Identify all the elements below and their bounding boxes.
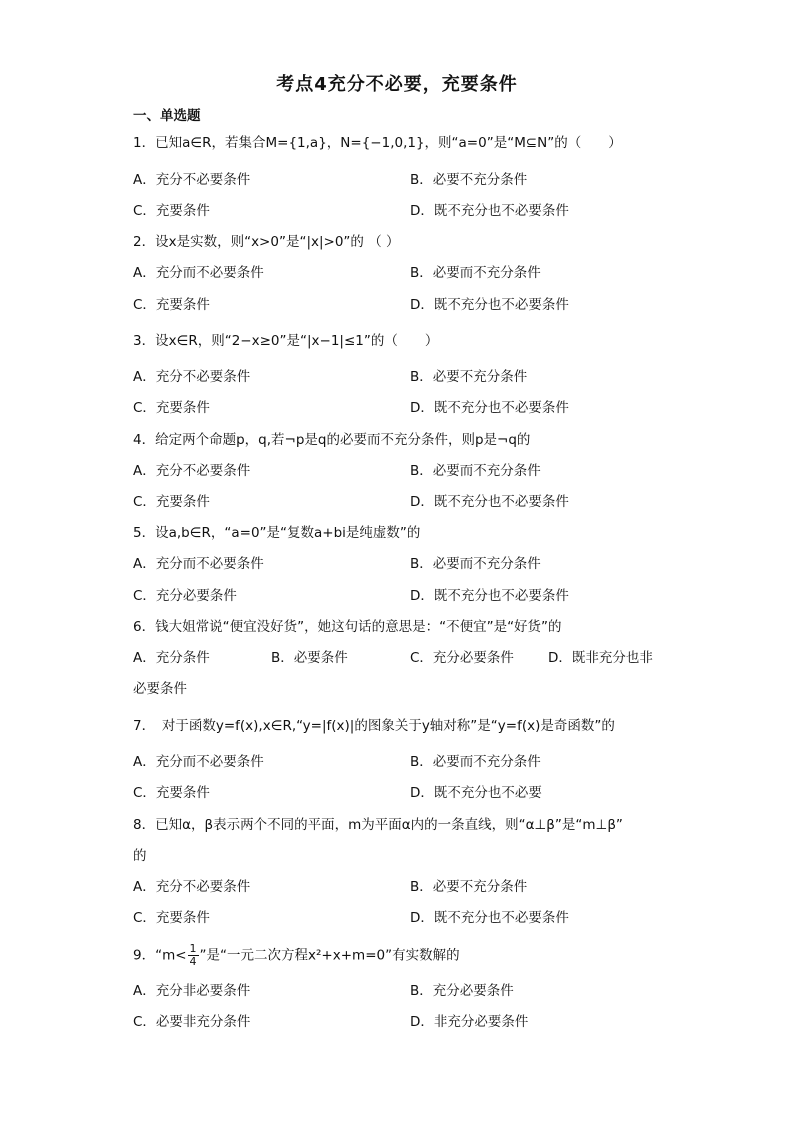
question-2-stem: 2．设x是实数，则“x>0”是“|x|>0”的 （ ）: [133, 234, 400, 250]
question-6-stem: 6．钱大姐常说“便宜没好货”，她这句话的意思是：“不便宜”是“好货”的: [133, 619, 562, 635]
q3-option-b: B．必要不充分条件: [410, 369, 528, 385]
q3-option-a: A．充分不必要条件: [133, 369, 251, 385]
question-9-stem: [133, 943, 460, 968]
q5-option-d: D．既不充分也不必要条件: [410, 588, 569, 604]
q3-option-d: D．既不充分也不必要条件: [410, 400, 569, 416]
q7-option-b: B．必要而不充分条件: [410, 754, 541, 770]
q6-option-d: D．既非充分也非: [548, 650, 653, 666]
q5-option-b: B．必要而不充分条件: [410, 556, 541, 572]
q2-option-c: C．充要条件: [133, 297, 210, 313]
q8-option-d: D．既不充分也不必要条件: [410, 910, 569, 926]
q7-option-a: A．充分而不必要条件: [133, 754, 264, 770]
question-3-stem: 3．设x∈R，则“2−x≥0”是“|x−1|≤1”的（ ）: [133, 333, 439, 349]
q9-stem-prefix: 9．“m<: [133, 947, 187, 964]
q7-option-c: C．充要条件: [133, 785, 210, 801]
page-title: 考点4充分不必要，充要条件: [276, 74, 518, 95]
q5-option-a: A．充分而不必要条件: [133, 556, 264, 572]
q9-option-b: B．充分必要条件: [410, 983, 514, 999]
q5-option-c: C．充分必要条件: [133, 588, 237, 604]
q2-option-d: D．既不充分也不必要条件: [410, 297, 569, 313]
q9-option-d: D．非充分必要条件: [410, 1014, 529, 1030]
q9-fraction-denominator: 4: [189, 955, 197, 968]
q1-option-b: B．必要不充分条件: [410, 172, 528, 188]
q7-option-d: D．既不充分也不必要: [410, 785, 542, 801]
q4-option-a: A．充分不必要条件: [133, 463, 251, 479]
q8-option-b: B．必要不充分条件: [410, 879, 528, 895]
q6-option-b: B．必要条件: [271, 650, 348, 666]
question-5-stem: 5．设a,b∈R，“a=0”是“复数a+bi是纯虚数”的: [133, 525, 421, 541]
question-8-stem: 8．已知α，β表示两个不同的平面，m为平面α内的一条直线，则“α⊥β”是“m⊥β”: [133, 817, 623, 833]
q8-option-c: C．充要条件: [133, 910, 210, 926]
q2-option-a: A．充分而不必要条件: [133, 265, 264, 281]
question-7-stem: 7． 对于函数y=f(x),x∈R,“y=|f(x)|的图象关于y轴对称”是“y=f(x)是奇函数”的: [133, 718, 615, 734]
q9-option-c: C．必要非充分条件: [133, 1014, 251, 1030]
q4-option-d: D．既不充分也不必要条件: [410, 494, 569, 510]
q1-option-d: D．既不充分也不必要条件: [410, 203, 569, 219]
q6-option-c: C．充分必要条件: [410, 650, 514, 666]
q6-option-d-continuation: 必要条件: [133, 681, 187, 697]
question-8-stem-continuation: 的: [133, 848, 147, 864]
q9-fraction: [188, 943, 199, 968]
q9-fraction-numerator: 1: [189, 942, 197, 955]
question-4-stem: 4．给定两个命题p，q,若¬p是q的必要而不充分条件，则p是¬q的: [133, 432, 531, 448]
q3-option-c: C．充要条件: [133, 400, 210, 416]
q1-option-c: C．充要条件: [133, 203, 210, 219]
q9-option-a: A．充分非必要条件: [133, 983, 251, 999]
q4-option-b: B．必要而不充分条件: [410, 463, 541, 479]
q8-option-a: A．充分不必要条件: [133, 879, 251, 895]
section-heading: 一、单选题: [133, 108, 201, 124]
q9-stem-suffix: ”是“一元二次方程x²+x+m=0”有实数解的: [199, 947, 460, 964]
q2-option-b: B．必要而不充分条件: [410, 265, 541, 281]
q1-option-a: A．充分不必要条件: [133, 172, 251, 188]
q4-option-c: C．充要条件: [133, 494, 210, 510]
question-1-stem: 1．已知a∈R，若集合M={1,a}，N={−1,0,1}，则“a=0”是“M⊆N”的（ ）: [133, 135, 622, 151]
q6-option-a: A．充分条件: [133, 650, 210, 666]
